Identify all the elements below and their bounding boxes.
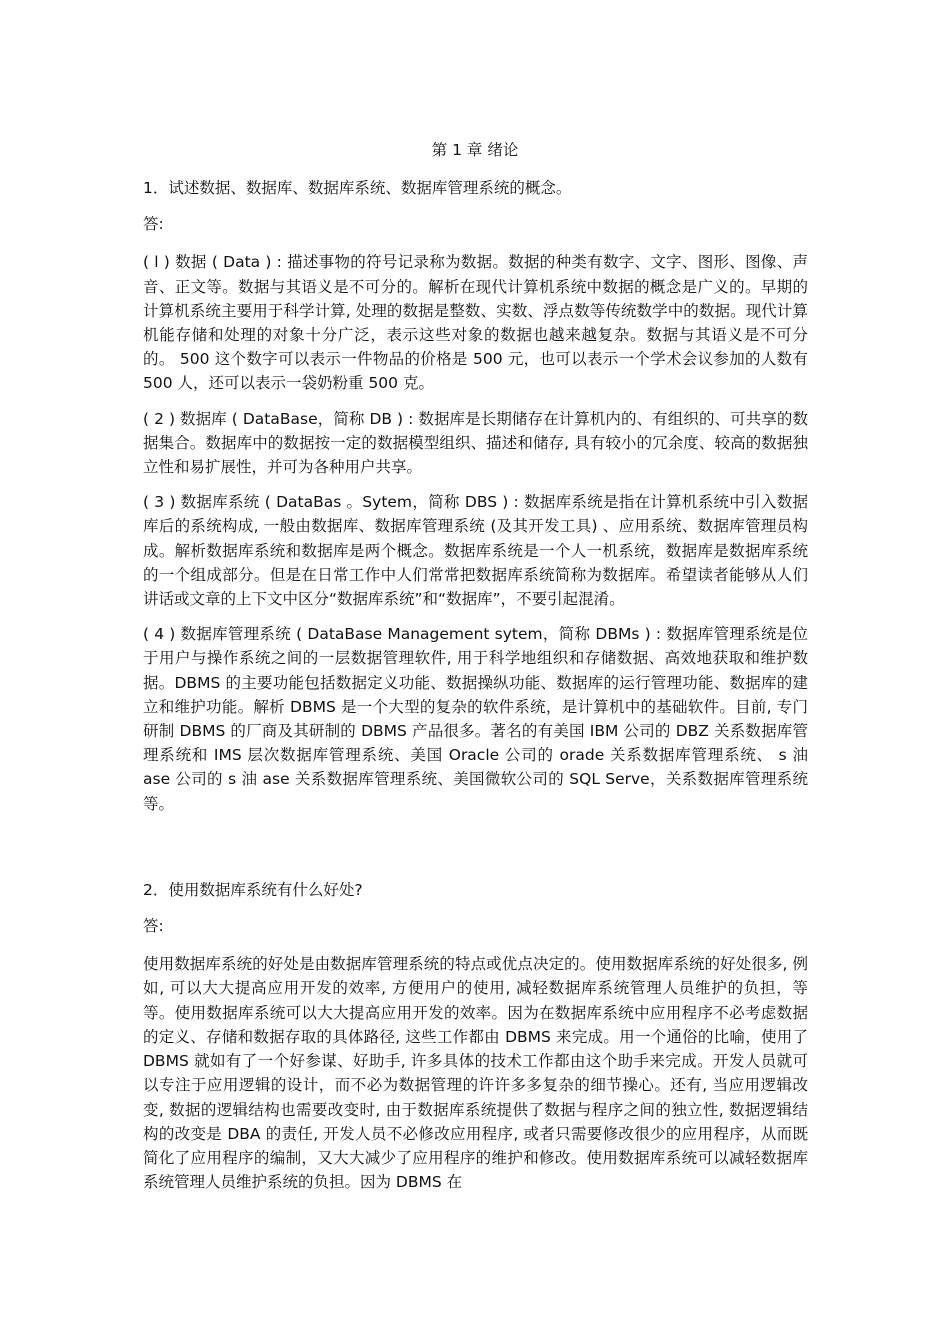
document-body xyxy=(143,176,808,1205)
question-2: 2．使用数据库系统有什么好处? xyxy=(143,880,363,899)
answer-1-paragraph-dbs: ( 3 ) 数据库系统 ( DataBas 。Sytem，简称 DBS ) : 数据库系统是指在计算机系统中引入数据库后的系统构成, 一般由数据库、数据库管理系统 (及其开发工具) 、应用系统、数据库管理员构成。解析数据库系统和数据库是两个概念。数据库系统是一个人一机系统，数据库是数据库系统的一个组成部分。但是在日常工作中人们常常把数据库系统简称为数据库。希望读者能够从人们讲话或文章的上下文中区分“数据库系统”和“数据库”，不要引起混淆。 xyxy=(143,493,808,609)
answer-1-paragraph-database: ( 2 ) 数据库 ( DataBase，简称 DB ) : 数据库是长期储存在计算机内的、有组织的、可共享的数据集合。数据库中的数据按一定的数据模型组织、描述和储存, 具有较小的冗余度、较高的数据独立性和易扩展性，并可为各种用户共享。 xyxy=(143,409,808,477)
chapter-title: 第 1 章 绪论 xyxy=(431,141,519,159)
answer-2-paragraph: 使用数据库系统的好处是由数据库管理系统的特点或优点决定的。使用数据库系统的好处很多, 例如, 可以大大提高应用开发的效率, 方便用户的使用, 减轻数据库系统管理人员维护的负担，等等。使用数据库系统可以大大提高应用开发的效率。因为在数据库系统中应用程序不必考虑数据的定义、存储和数据存取的具体路径, 这些工作都由 DBMS 来完成。用一个通俗的比喻，使用了 DBMS 就如有了一个好参谋、好助手, 许多具体的技术工作都由这个助手来完成。开发人员就可以专注于应用逻辑的设计，而不必为数据管理的许许多多复杂的细节操心。还有, 当应用逻辑改变, 数据的逻辑结构也需要改变时, 由于数据库系统提供了数据与程序之间的独立性, 数据逻辑结构的改变是 DBA 的责任, 开发人员不必修改应用程序, 或者只需要修改很少的应用程序，从而既简化了应用程序的编制，又大大减少了应用程序的维护和修改。使用数据库系统可以减轻数据库系统管理人员维护系统的负担。因为 DBMS 在 xyxy=(143,955,808,1192)
question-1: 1．试述数据、数据库、数据库系统、数据库管理系统的概念。 xyxy=(143,179,572,197)
answer-label-1: 答: xyxy=(143,215,164,234)
answer-1-paragraph-dbms: ( 4 ) 数据库管理系统 ( DataBase Management sytem，简称 DBMs ) : 数据库管理系统是位于用户与操作系统之间的一层数据管理软件, 用于科学地组织和存储数据、高效地获取和维护数据。DBMS 的主要功能包括数据定义功能、数据操纵功能、数据库的运行管理功能、数据库的建立和维护功能。解析 DBMS 是一个大型的复杂的软件系统，是计算机中的基础软件。目前, 专门研制 DBMS 的厂商及其研制的 DBMS 产品很多。著名的有美国 IBM 公司的 DBZ 关系数据库管理系统和 IMS 层次数据库管理系统、美国 Oracle 公司的 orade 关系数据库管理系统、 s 油 ase 公司的 s 油 ase 关系数据库管理系统、美国微软公司的 SQL Serve，关系数据库管理系统等。 xyxy=(143,625,808,813)
answer-1-paragraph-data: ( l ) 数据 ( Data ) : 描述事物的符号记录称为数据。数据的种类有数字、文字、图形、图像、声音、正文等。数据与其语义是不可分的。解析在现代计算机系统中数据的概念是广义的。早期的计算机系统主要用于科学计算, 处理的数据是整数、实数、浮点数等传统数学中的数据。现代计算机能存储和处理的对象十分广泛，表示这些对象的数据也越来越复杂。数据与其语义是不可分的。 500 这个数字可以表示一件物品的价格是 500 元，也可以表示一个学术会议参加的人数有 500 人，还可以表示一袋奶粉重 500 克。 xyxy=(143,253,808,393)
answer-label-2: 答: xyxy=(143,917,164,936)
